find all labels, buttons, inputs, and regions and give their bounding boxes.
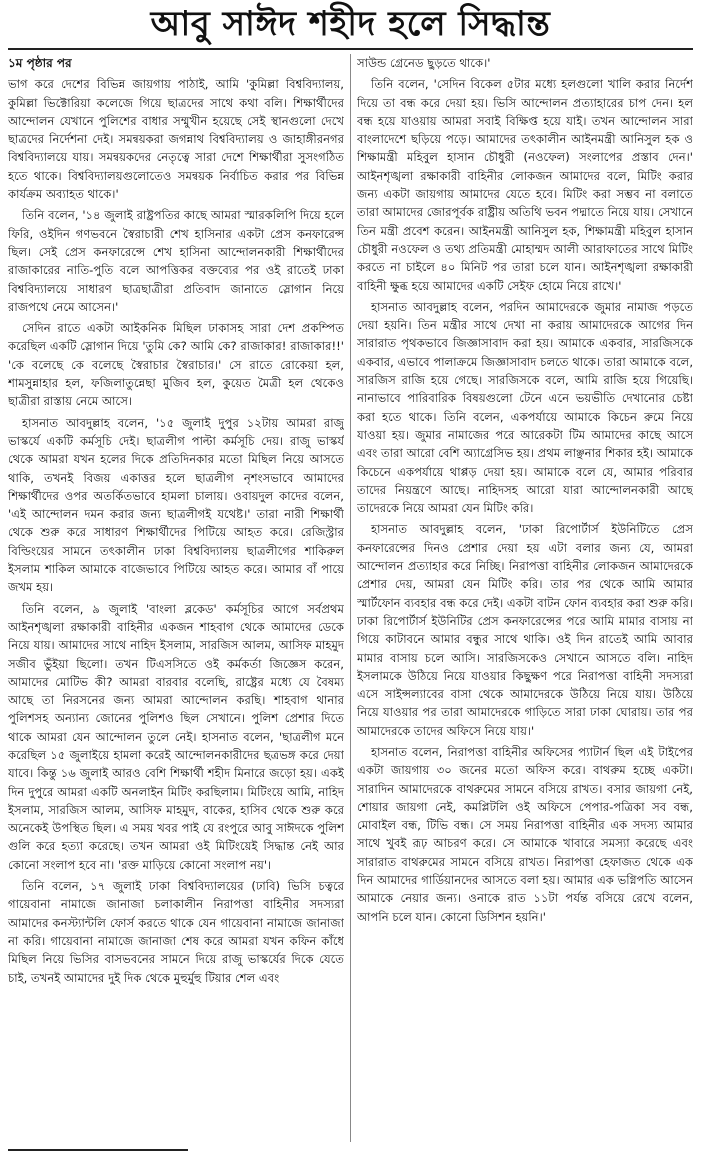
paragraph: তিনি বলেন, ৯ জুলাই 'বাংলা ব্লকেড' কর্মসূচির আগে সর্বপ্রথম আইনশৃঙ্খলা রক্ষাকারী বাহিনীর একজন শাহবাগ থেকে আমাদের ডেকে নিয়ে যায়। আমাদের সাথে নাহিদ ইসলাম, সারজিস আলম, আসিফ মাহমুদ সজীব ভুঁইয়া ছিলো। তখন টিএসসিতে ওই কর্মকর্তা জিজ্ঞেস করেন, আমাদের মোটিভ কী? আমরা বারবার বলেছি, রাষ্ট্রের মধ্যে যে বৈষম্য আছে তা নিরসনের জন্য আমরা আন্দোলন করছি। শাহবাগ থানার পুলিশসহ অন্যান্য জোনের পুলিশও ছিল সেখানে। পুলিশ প্রেশার দিতে থাকে আমরা যেন আন্দোলন তুলে নেই। হাসনাত বলেন, 'ছাত্রলীগ মনে করেছিল ১৫ জুলাইয়ে হামলা করেই আন্দোলনকারীদের ছত্রভঙ্গ করে দেয়া যাবে। কিন্তু ১৬ জুলাই আরও বেশি শিক্ষার্থী শহীদ মিনারে জড়ো হয়। একই দিন দুপুরে আমরা একটি অনলাইন মিটিং করছিলাম। মিটিংয়ে আমি, নাহিদ ইসলাম, সারজিস আলম, আসিফ মাহমুদ, বাকের, হাসিব থেকে শুরু করে অনেকেই উপস্থিত ছিল। এ সময় খবর পাই যে রংপুরে আবু সাঈদকে পুলিশ গুলি করে হত্যা করেছে। তখন আমরা ওই মিটিংয়েই সিদ্ধান্ত নেই আর কোনো সংলাপ হবে না। 'রক্ত মাড়িয়ে কোনো সংলাপ নয়'।	[8, 601, 344, 872]
headline: আবু সাঈদ শহীদ হলে সিদ্ধান্ত	[150, 4, 551, 44]
paragraph: হাসনাত বলেন, নিরাপত্তা বাহিনীর অফিসের প্যাটার্ন ছিল এই টাইপের একটা জায়গায় ৩০ জনের মতো অফিস করে। বাথরুম হচ্ছে একটা। সারাদিন আমাদেরকে বাথরুমের সামনে বসিয়ে রাখত। বসার জায়গা নেই, শোয়ার জায়গা নেই, কমপ্লিটলি ওই অফিসে পেপার-পত্রিকা সব বন্ধ, মোবাইল বন্ধ, টিভি বন্ধ। সে সময় নিরাপত্তা বাহিনীর এক সদস্য আমার সাথে খুবই রূঢ় আচরণ করে। সে আমাকে খাবারে সমস্যা করেছে এবং সারারাত বাথরুমের সামনে বসিয়ে রাখত। নিরাপত্তা হেফাজত থেকে এক দিন আমাদের গার্ডিয়ানদের আসতে বলা হয়। আমার এক ভগ্নিপতি আসেন আমাকে নেয়ার জন্য। ওনাকে রাত ১১টা পর্যন্ত বসিয়ে রেখে বলেন, আপনি চলে যান। কোনো ডিসিশন হয়নি।'	[357, 744, 693, 924]
paragraph: সেদিন রাতে একটা আইকনিক মিছিল ঢাকাসহ সারা দেশ প্রকম্পিত করেছিল একটি স্লোগান দিয়ে 'তুমি কে? আমি কে? রাজাকার! রাজাকার!!' 'কে বলেছে কে বলেছে স্বৈরাচার স্বৈরাচার।' সে রাতে রোকেয়া হল, শামসুন্নাহার হল, ফজিলাতুন্নেছা মুজিব হল, কুয়েত মৈত্রী হল থেকেও ছাত্রীরা রাস্তায় নেমে আসে।	[8, 321, 344, 409]
paragraph: সাউন্ড গ্রেনেড ছুড়তে থাকে।'	[357, 56, 491, 70]
paragraph: ভাগ করে দেশের বিভিন্ন জায়গায় পাঠাই, আমি 'কুমিল্লা বিশ্ববিদ্যালয়, কুমিল্লা ভিক্টোরিয়া কলেজে গিয়ে ছাত্রদের সাথে কথা বলি। শিক্ষার্থীদের আন্দোলন যেখানে পুলিশের বাধার সম্মুখীন হয়েছে সেই স্থানগুলো দেখে ছাত্রদের নির্দেশনা দেই। সমন্বয়করা জগন্নাথ বিশ্ববিদ্যালয় ও জাহাঙ্গীরনগর বিশ্ববিদ্যালয়ে যায়। সমন্বয়কদের নেতৃত্বে সারা দেশে শিক্ষার্থীরা সুসংগঠিত হতে থাকে। বিশ্ববিদ্যালয়গুলোতেও সমন্বয়ক নির্বাচিত করার পর বিভিন্ন কার্যক্রম অব্যাহত থাকে।'	[8, 77, 344, 202]
paragraph: তিনি বলেন, ১৭ জুলাই ঢাকা বিশ্ববিদ্যালয়ের (ঢাবি) ভিসি চত্বরে গায়েবানা নামাজে জানাজা চলাকালীন নিরাপত্তা বাহিনীর সদস্যরা আমাদের কনস্ট্যান্টলি ফোর্স করতে থাকে যেন গায়েবানা নামাজে জানাজা না করি। গায়েবানা নামাজে জানাজা শেষ করে আমরা যখন কফিন কাঁধে মিছিল নিয়ে ভিসির বাসভবনের সামনে দিয়ে রাজু ভাস্কর্যের দিকে যেতে চাই, তখনই আমাদের দুই দিক থেকে মুহুর্মুহু টিয়ার শেল এবং	[8, 879, 344, 985]
continued-label: ১ম পৃষ্ঠার পর	[8, 56, 72, 70]
paragraph: হাসনাত আবদুল্লাহ বলেন, '১৫ জুলাই দুপুর ১২টায় আমরা রাজু ভাস্কর্যে একটি কর্মসূচি দেই। ছাত্রলীগ পাল্টা কর্মসূচি দেয়। রাজু ভাস্কর্য থেকে আমরা যখন হলের দিকে প্রতিদিনকার মতো মিছিল নিয়ে আসতে থাকি, তখনই বিজয় একাত্তর হলে ছাত্রলীগ নৃশংসভাবে আমাদের শিক্ষার্থীদের ওপর অতর্কিতভাবে হামলা চালায়। ওবায়দুল কাদের বলেন, 'এই আন্দোলন দমন করার জন্য ছাত্রলীগই যথেষ্ট।' তারা নারী শিক্ষার্থী থেকে শুরু করে সাধারণ শিক্ষার্থীদের পিটিয়ে আহত করে। রেজিস্ট্রার বিল্ডিংয়ের সামনে তৎকালীন ঢাকা বিশ্ববিদ্যালয় ছাত্রলীগের শাকিরুল ইসলাম শাকিল আমাকে বাজেভাবে পিটিয়ে আহত করে। আমার বাঁ পায়ে জখম হয়।	[8, 415, 344, 595]
paragraph: হাসনাত আবদুল্লাহ বলেন, 'ঢাকা রিপোর্টার্স ইউনিটিতে প্রেস কনফারেন্সের দিনও প্রেশার দেয়া হয় এটা বলার জন্য যে, আমরা আন্দোলন প্রত্যাহার করে নিচ্ছি। নিরাপত্তা বাহিনীর লোকজন আমাদেরকে প্রেশার দেয়, আমরা যেন মিটিং করি। তার পর থেকে আমি আমার স্মার্টফোন ব্যবহার বন্ধ করে দেই। একটা বাটন ফোন ব্যবহার করা শুরু করি। ঢাকা রিপোর্টার্স ইউনিটির প্রেস কনফারেন্সের পরে আমি মামার বাসায় না গিয়ে কাটাবনে আমার বন্ধুর সাথে থাকি। ওই দিন রাতেই আমি আবার মামার বাসায় চলে আসি। সারজিসকেও সেখানে আসতে বলি। নাহিদ ইসলামকে উঠিয়ে নিয়ে যাওয়ার কিছুক্ষণ পরে নিরাপত্তা বাহিনী সদস্যরা এসে সাইন্সল্যাবের বাসা থেকে আমাদেরকে উঠিয়ে নিয়ে যায়। উঠিয়ে নিয়ে যাওয়ার পর তারা আমাদেরকে গাড়িতে সারা ঢাকা ঘোরায়। তার পর আমাদেরকে তাদের অফিসে নিয়ে যায়।'	[357, 522, 693, 738]
paragraph: হাসনাত আবদুল্লাহ বলেন, পরদিন আমাদেরকে জুমার নামাজ পড়তে দেয়া হয়নি। তিন মন্ত্রীর সাথে দেখা না করায় আমাদেরকে আগের দিন সারারাত পৃথকভাবে জিজ্ঞাসাবাদ করা হয়। আমাকে একবার, সারজিসকে একবার, এভাবে পালাক্রমে জিজ্ঞাসাবাদ চলতে থাকে। তারা আমাকে বলে, সারজিস রাজি হয়ে গেছে। সারজিসকে বলে, আমি রাজি হয়ে গিয়েছি। নানাভাবে পারিবারিক বিষয়গুলো টেনে এনে ভয়ভীতি দেখানোর চেষ্টা করা হতে থাকে। তিনি বলেন, একপর্যায়ে আমাকে কিচেন রুমে নিয়ে যাওয়া হয়। জুমার নামাজের পরে আরেকটা টিম আমাদের কাছে আসে এবং তারা আরো বেশি অ্যাগ্রেসিভ হয়। প্রথম লাঞ্ছনার শিকার হই। আমাকে কিচেনে একপর্যায়ে থাপ্পড় দেয়া হয়। আমাকে বলে যে, আমার পরিবার তাদের নিয়ন্ত্রণে আছে। নাহিদসহ আরো যারা আন্দোলনকারী আছে তাদেরকে নিয়ে আমরা যেন মিটিং করি।	[357, 299, 693, 516]
right-column	[357, 54, 693, 1142]
article-body	[8, 54, 693, 1142]
headline-rule	[8, 48, 693, 50]
paragraph: তিনি বলেন, '১৪ জুলাই রাষ্ট্রপতির কাছে আমরা স্মারকলিপি দিয়ে হলে ফিরি, ওইদিন গণভবনে স্বৈরাচারী শেখ হাসিনার একটা প্রেস কনফারেন্স ছিল। সেই প্রেস কনফারেন্সে শেখ হাসিনা আন্দোলনকারী শিক্ষার্থীদের রাজাকারের নাতি-পুতি বলে আপত্তিকর বক্তব্যের পর ওই রাতেই ঢাকা বিশ্ববিদ্যালয়ে সাধারণ ছাত্রছাত্রীরা প্রতিবাদ জানাতে স্লোগান নিয়ে রাজপথে নেমে আসেন।'	[8, 208, 344, 314]
paragraph: তিনি বলেন, 'সেদিন বিকেল ৫টার মধ্যে হলগুলো খালি করার নির্দেশ দিয়ে তা বন্ধ করে দেয়া হয়। ভিসি আন্দোলন প্রত্যাহারের চাপ দেন। হল বন্ধ হয়ে যাওয়ায় আমরা সবাই বিক্ষিপ্ত হয়ে যাই। তখন আন্দোলন সারা বাংলাদেশে ছড়িয়ে পড়ে। আমাদের তৎকালীন আইনমন্ত্রী আনিসুল হক ও শিক্ষামন্ত্রী মহিবুল হাসান চৌধুরী (নওফেল) সংলাপের প্রস্তাব দেন।' আইনশৃঙ্খলা রক্ষাকারী বাহিনীর লোকজন আমাদের বলে, মিটিং করার জন্য একটা জায়গায় আমাদের যেতে হবে। মিটিং করা সম্ভব না বলাতে তারা আমাদের জোরপূর্বক রাষ্ট্রীয় অতিথি ভবন পদ্মাতে নিয়ে যায়। সেখানে তিন মন্ত্রী প্রবেশ করেন। আইনমন্ত্রী আনিসুল হক, শিক্ষামন্ত্রী মহিবুল হাসান চৌধুরী নওফেল ও তথ্য প্রতিমন্ত্রী মোহাম্মদ আলী আরাফাতের সাথে মিটিং করতে না চাইলে ৪০ মিনিট পর তারা চলে যান। আইনশৃঙ্খলা রক্ষাকারী বাহিনী ক্ষুব্ধ হয়ে আমাদের একটি সেইফ হোমে নিয়ে রাখে।'	[357, 77, 693, 293]
left-column	[8, 54, 344, 1142]
next-article-edge	[8, 1145, 693, 1157]
column-divider	[350, 54, 351, 1142]
next-headline-fragment	[8, 1149, 188, 1157]
